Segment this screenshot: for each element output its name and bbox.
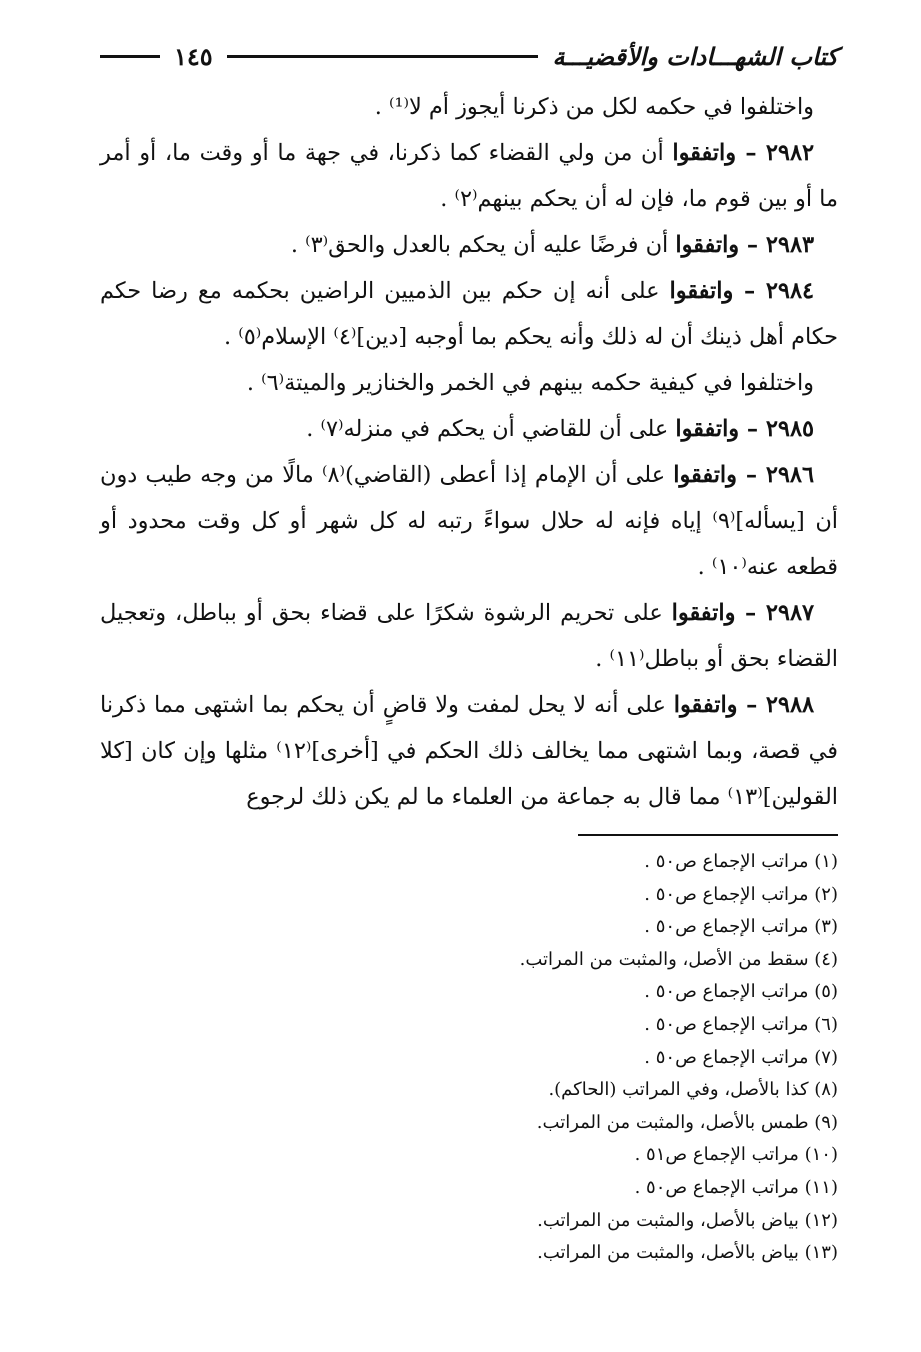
footnote-item: (١١) مراتب الإجماع ص٥٠ . (634, 1176, 838, 1198)
footnote-item: (١) مراتب الإجماع ص٥٠ . (644, 851, 838, 872)
header-rule (227, 55, 539, 58)
main-text (100, 84, 838, 820)
footnote-separator (578, 834, 838, 836)
paragraph: واختلفوا في حكمه لكل من ذكرنا أيجوز أم لا⁽¹⁾ . (374, 94, 814, 120)
footnote-item: (٦) مراتب الإجماع ص٥٠ . (644, 1013, 838, 1035)
footnote-item: (٤) سقط من الأصل، والمثبت من المراتب. (519, 948, 838, 970)
footnote-item: (٨) كذا بالأصل، وفي المراتب (الحاكم). (548, 1079, 838, 1101)
paragraph: واختلفوا في كيفية حكمه بينهم في الخمر والخنازير والميتة⁽٦⁾ . (246, 370, 814, 396)
paragraph: ٢٩٨٣ – واتفقوا أن فرضًا عليه أن يحكم بالعدل والحق⁽٣⁾ . (290, 232, 814, 258)
paragraph: ٢٩٨٧ – واتفقوا على تحريم الرشوة شكرًا على قضاء بحق أو بباطل، وتعجيل القضاء بحق أو بباطل⁽١١⁾ . (100, 600, 838, 672)
document-page (100, 36, 838, 1270)
header-rule-end (100, 55, 160, 58)
footnotes (100, 846, 838, 1270)
paragraph: ٢٩٨٤ – واتفقوا على أنه إن حكم بين الذميين الراضين بحكمه مع رضا حكم حكام أهل ذينك أن له ذلك وأنه يحكم بما أوجبه [دين]⁽٤⁾ الإسلام⁽٥⁾ . (100, 278, 838, 350)
footnote-item: (١٠) مراتب الإجماع ص٥١ . (634, 1144, 838, 1166)
footnote-item: (٧) مراتب الإجماع ص٥٠ . (644, 1046, 838, 1068)
footnote-item: (٩) طمس بالأصل، والمثبت من المراتب. (536, 1111, 838, 1133)
book-title: كتاب الشهـــادات والأقضيـــة (552, 41, 838, 71)
paragraph: ٢٩٨٢ – واتفقوا أن من ولي القضاء كما ذكرنا، في جهة ما أو وقت ما، أو أمر ما أو بين قوم ما، فإن له أن يحكم بينهم⁽٢⁾ . (100, 140, 838, 212)
page-number: ١٤٥ (174, 41, 213, 71)
footnote-item: (٢) مراتب الإجماع ص٥٠ . (644, 883, 838, 905)
paragraph: ٢٩٨٦ – واتفقوا على أن الإمام إذا أعطى (القاضي)⁽٨⁾ مالًا من وجه طيب دون أن [يسأله]⁽٩⁾ إياه فإنه له حلال سواءً رتبه له كل شهر أو كل وقت محدود أو قطعه عنه⁽١٠⁾ . (100, 462, 838, 580)
footnote-item: (٥) مراتب الإجماع ص٥٠ . (644, 981, 838, 1003)
running-header (100, 36, 838, 76)
footnote-item: (١٣) بياض بالأصل، والمثبت من المراتب. (537, 1242, 838, 1264)
footnote-item: (١٢) بياض بالأصل، والمثبت من المراتب. (537, 1209, 838, 1231)
paragraph: ٢٩٨٨ – واتفقوا على أنه لا يحل لمفت ولا قاضٍ أن يحكم بما اشتهى مما ذكرنا في قصة، وبما اشتهى مما يخالف ذلك الحكم في [أخرى]⁽١٢⁾ مثلها وإن كان [كلا القولين]⁽١٣⁾ مما قال به جماعة من العلماء ما لم يكن ذلك لرجوع (100, 692, 838, 810)
footnote-item: (٣) مراتب الإجماع ص٥٠ . (644, 916, 838, 938)
paragraph: ٢٩٨٥ – واتفقوا على أن للقاضي أن يحكم في منزله⁽٧⁾ . (306, 416, 814, 442)
